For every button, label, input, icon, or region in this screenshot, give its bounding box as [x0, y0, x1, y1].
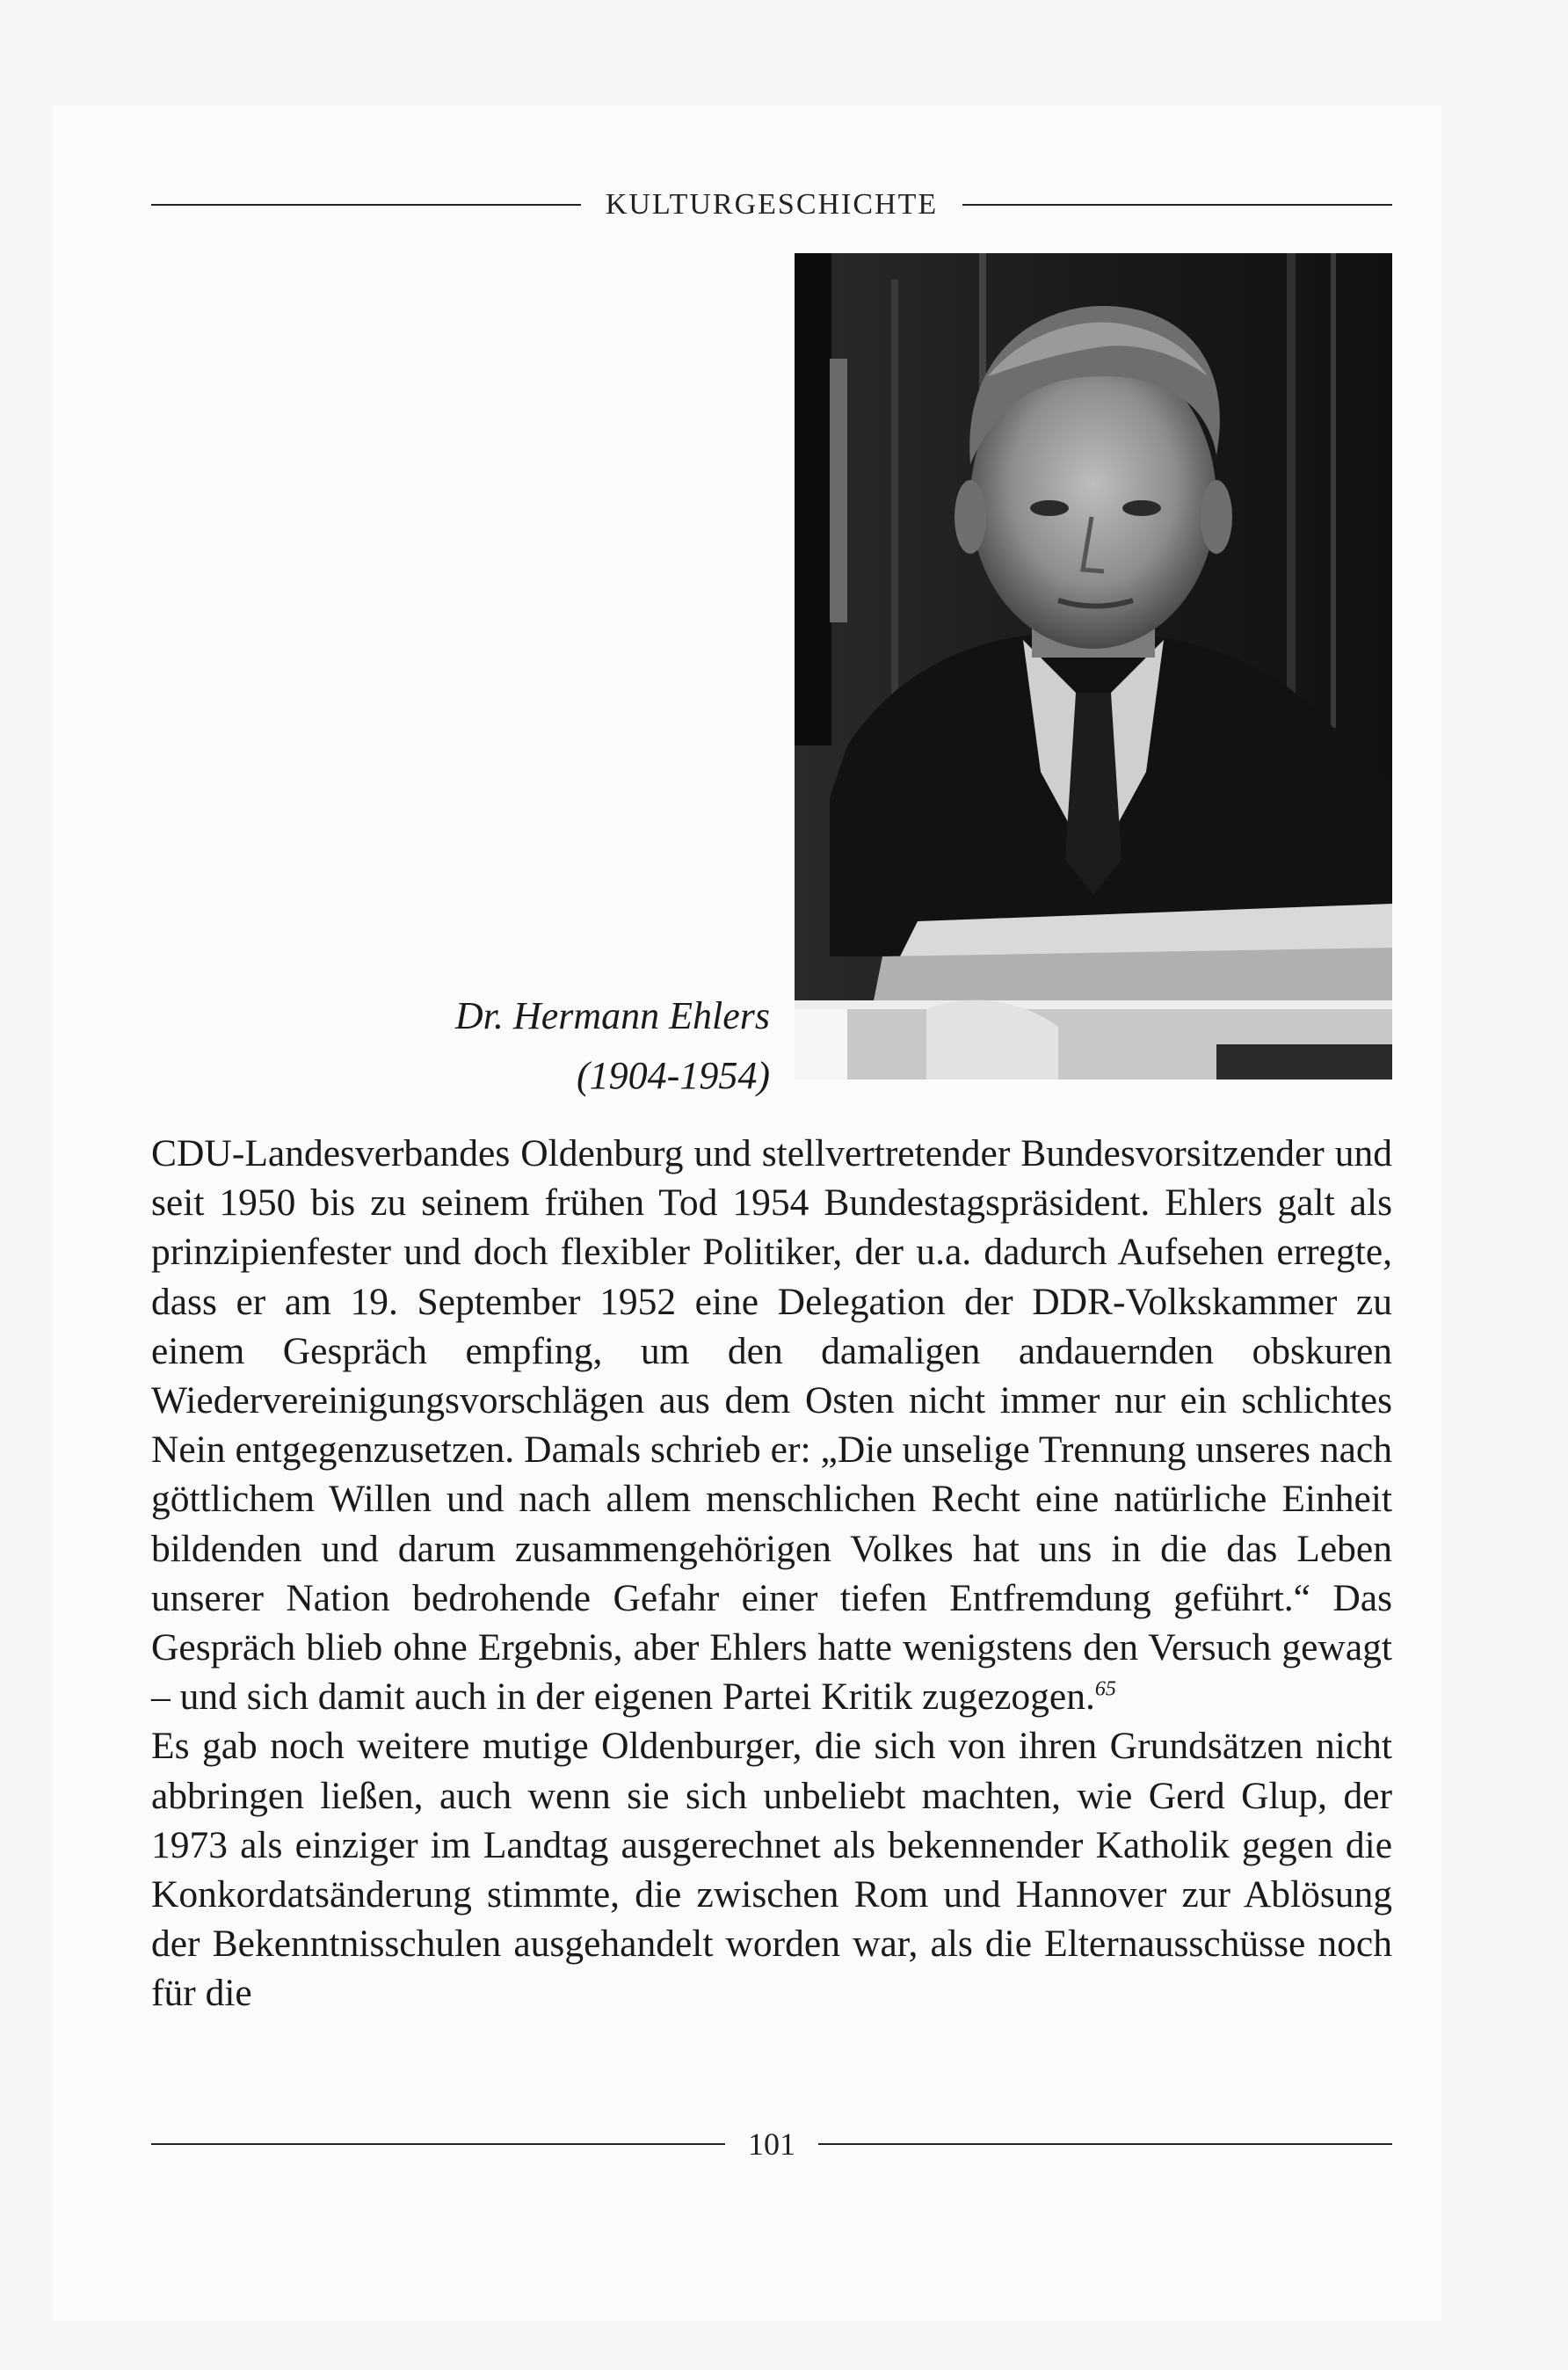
- paragraph-1-text: CDU-Landesverbandes Oldenburg und stellvertretender Bundesvorsitzender und seit 1950 bis zu seinem frühen Tod 1954 Bundestagspräsident. Ehlers galt als prinzipienfester und doch flexibler Politiker, der u.a. dadurch Aufsehen erregte, dass er am 19. September 1952 eine Delegation der DDR-Volkskammer zu einem Gespräch empfing, um den damaligen andauernden obskuren Wiedervereinigungsvorschlägen aus dem Osten nicht immer nur ein schlichtes Nein entgegenzusetzen. Damals schrieb er: „Die unselige Trennung unseres nach göttlichem Willen und nach allem menschlichen Recht eine natürliche Einheit bildenden und darum zusammengehörigen Volkes hat uns in die das Leben unserer Nation bedrohende Gefahr einer tiefen Entfremdung geführt.“ Das Gespräch blieb ohne Ergebnis, aber Ehlers hatte wenigstens den Versuch gewagt – und sich damit auch in der eigenen Partei Kritik zugezogen.: [151, 1132, 1392, 1719]
- footnote-reference: 65: [1094, 1677, 1116, 1701]
- running-header-title: KULTURGESCHICHTE: [605, 188, 939, 221]
- header-rule-right: [962, 204, 1392, 206]
- footer-rule-left: [151, 2143, 725, 2145]
- paragraph-2: Es gab noch weitere mutige Oldenburger, die sich von ihren Grundsätzen nicht abbringen ließen, auch wenn sie sich unbeliebt machten, wie Gerd Glup, der 1973 als einziger im Landtag ausgerechnet als bekennender Katholik gegen die Konkordatsänderung stimmte, die zwischen Rom und Hannover zur Ablösung der Bekenntnisschulen ausgehandelt worden war, als die Elternausschüsse noch für die: [151, 1725, 1392, 2015]
- paragraph-1: [151, 1129, 1392, 1721]
- page-number: 101: [748, 2126, 795, 2162]
- body-text: [151, 1129, 1392, 2018]
- portrait-image: [795, 253, 1392, 1080]
- portrait-photo: [795, 253, 1392, 1080]
- header-rule-left: [151, 204, 581, 206]
- caption-name: Dr. Hermann Ehlers: [454, 994, 770, 1037]
- caption-dates: (1904-1954): [577, 1054, 770, 1097]
- photo-caption: [330, 986, 770, 1106]
- running-header: [151, 183, 1392, 227]
- page-footer: [151, 2122, 1392, 2166]
- footer-rule-right: [818, 2143, 1392, 2145]
